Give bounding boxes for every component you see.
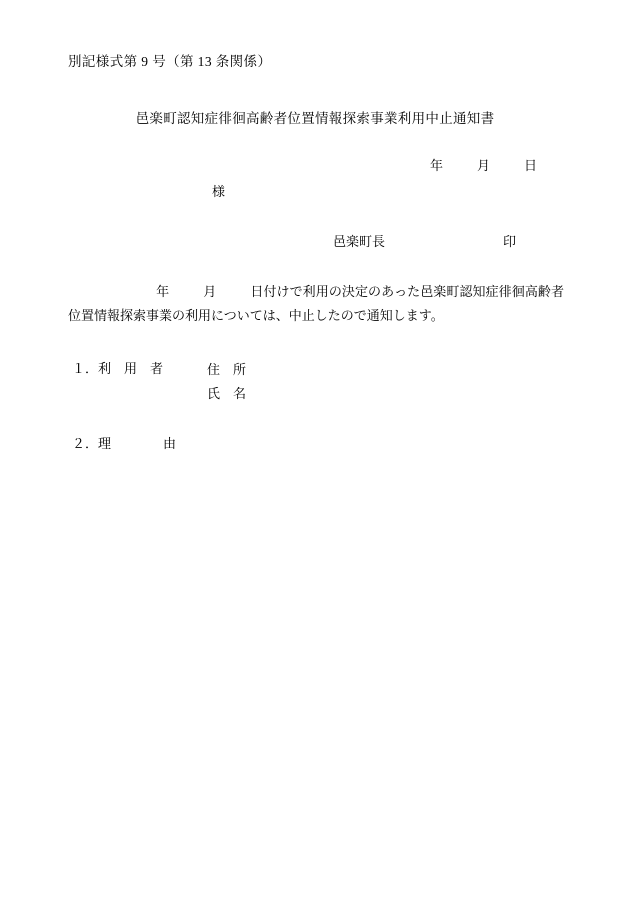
item-1-fields bbox=[207, 358, 246, 406]
name-field-label: 氏 名 bbox=[207, 386, 247, 401]
document-title: 邑楽町認知症徘徊高齢者位置情報探索事業利用中止通知書 bbox=[135, 111, 495, 126]
address-field-label: 住 所 bbox=[207, 362, 247, 377]
date-month-label: 月 bbox=[477, 158, 491, 173]
date-line bbox=[430, 155, 537, 174]
date-day-label: 日 bbox=[524, 158, 538, 173]
body-rest: 者位置情報探索事業の利用については、中止したので通知します。 bbox=[68, 284, 564, 323]
date-year-label: 年 bbox=[430, 158, 444, 173]
issuer-name: 邑楽町長 bbox=[333, 234, 386, 249]
body-year-label: 年 bbox=[156, 284, 170, 299]
addressee-label: 様 bbox=[212, 184, 226, 199]
body-paragraph bbox=[68, 280, 564, 328]
item-1-label: １．利 用 者 bbox=[72, 361, 164, 376]
seal-label: 印 bbox=[503, 234, 517, 249]
body-day-clause: 日付けで利用の決定のあった邑楽町認知症徘徊高齢 bbox=[250, 284, 551, 299]
item-2-label: ２．理 由 bbox=[72, 436, 177, 451]
body-month-label: 月 bbox=[203, 284, 217, 299]
issuer-line bbox=[333, 231, 516, 250]
form-number: 別記様式第 9 号（第 13 条関係） bbox=[68, 54, 272, 69]
